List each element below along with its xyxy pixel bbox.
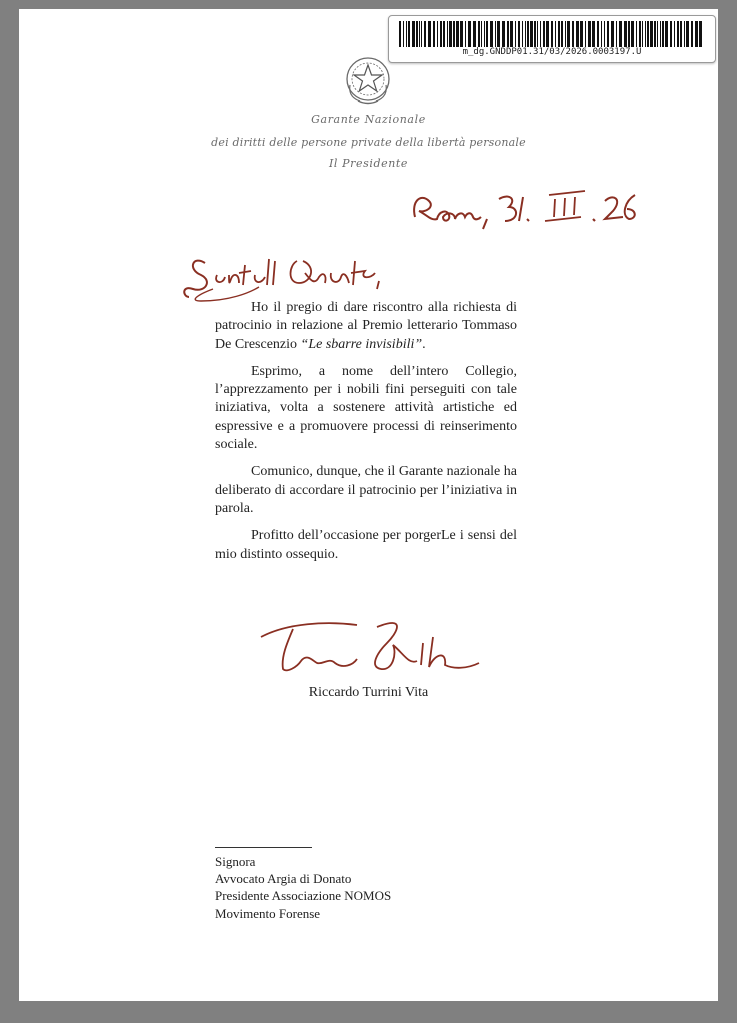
protocol-number: m_dg.GNDDP01.31/03/2026.0003197.U bbox=[462, 47, 642, 57]
signer-name: Riccardo Turrini Vita bbox=[308, 685, 429, 700]
protocol-label bbox=[388, 15, 716, 63]
barcode-icon bbox=[399, 21, 705, 47]
letter-body bbox=[215, 299, 517, 573]
paragraph-4: Profitto dell’occasione per porgerLe i sensi del mio distinto ossequio. bbox=[215, 528, 517, 562]
italian-republic-emblem-icon bbox=[344, 55, 392, 107]
divider bbox=[215, 847, 312, 848]
handwritten-date bbox=[409, 181, 639, 237]
recipient-address bbox=[215, 853, 391, 922]
handwritten-salutation bbox=[179, 245, 419, 305]
paragraph-1 bbox=[215, 299, 517, 354]
paragraph-1-text: Ho il pregio di dare riscontro alla richiesta di patrocinio in relazione al Premio letterario Tommaso De Crescenzio bbox=[215, 300, 517, 352]
paragraph-2: Esprimo, a nome dell’intero Collegio, l’apprezzamento per i nobili fini perseguiti con tale iniziativa, volta a sostenere attività artistiche ed espressive e a promuovere processi di reinserimento sociale. bbox=[215, 363, 517, 453]
recipient-line: Movimento Forense bbox=[215, 905, 321, 921]
recipient-line: Avvocato Argia di Donato bbox=[215, 871, 352, 887]
letter-page bbox=[19, 9, 718, 1001]
paragraph-3: Comunico, dunque, che il Garante nazionale ha deliberato di accordare il patrocinio per l’iniziativa in parola. bbox=[215, 464, 517, 516]
recipient-line: Signora bbox=[215, 854, 256, 869]
recipient-line: Presidente Associazione NOMOS bbox=[215, 888, 392, 904]
header-subtitle: dei diritti delle persone private della libertà personale bbox=[211, 136, 526, 149]
award-title: “Le sbarre invisibili” bbox=[300, 336, 423, 352]
header-role: Il Presidente bbox=[328, 157, 409, 170]
paragraph-1-end: . bbox=[422, 336, 426, 352]
header-title: Garante Nazionale bbox=[311, 113, 426, 126]
handwritten-signature bbox=[257, 613, 487, 677]
